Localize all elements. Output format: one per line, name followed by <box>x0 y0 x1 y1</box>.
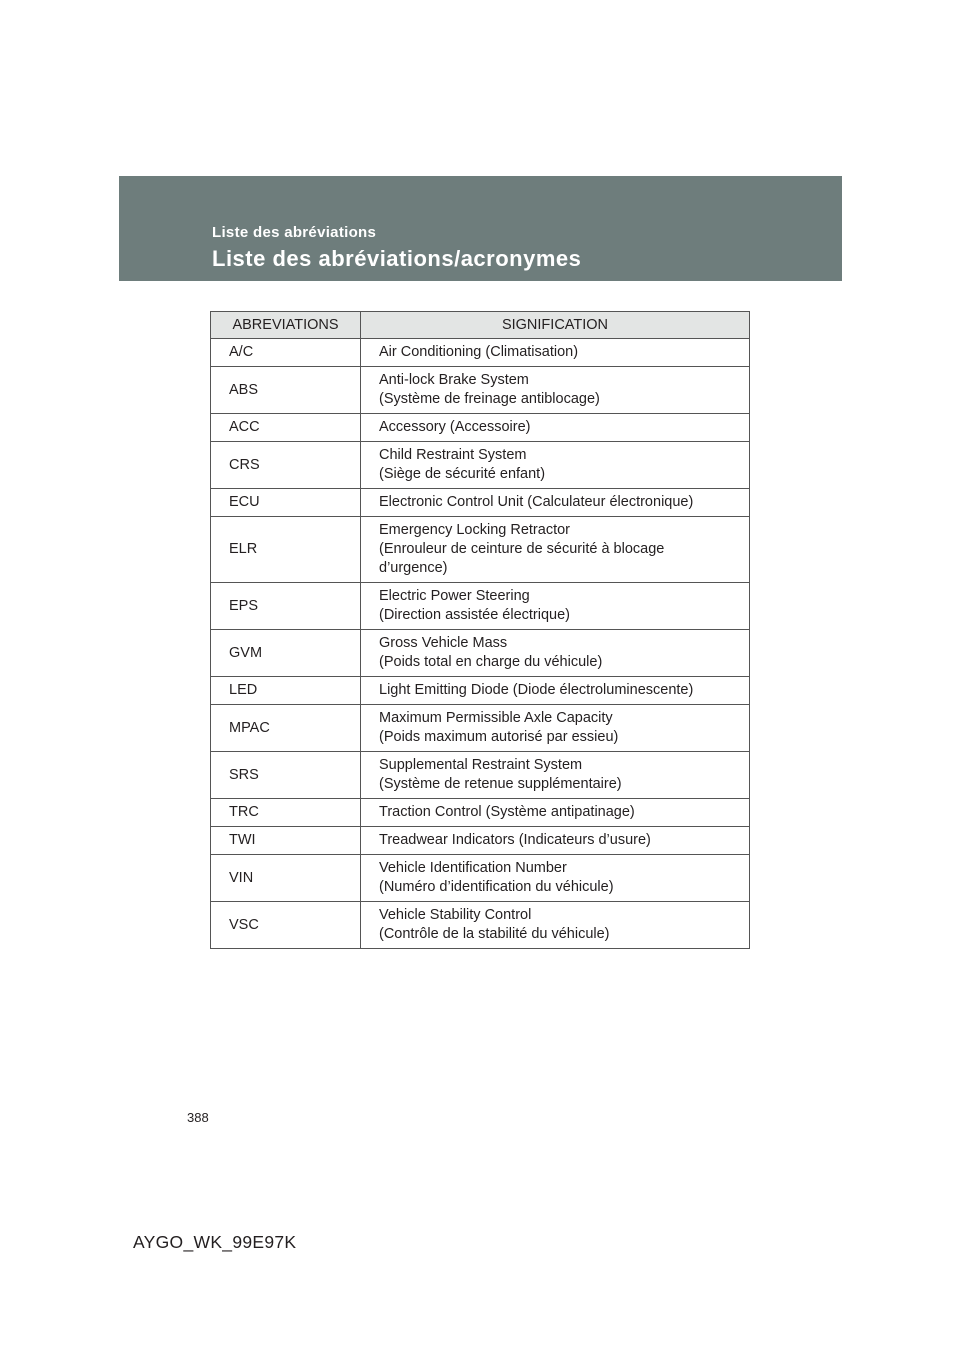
page-number: 388 <box>187 1110 209 1125</box>
column-header-signification: SIGNIFICATION <box>361 312 750 339</box>
page-title: Liste des abréviations/acronymes <box>212 246 582 271</box>
meaning-cell: Maximum Permissible Axle Capacity (Poids maximum autorisé par essieu) <box>361 705 750 752</box>
chapter-banner <box>119 176 842 281</box>
table-row <box>211 677 750 705</box>
meaning-cell: Gross Vehicle Mass (Poids total en charge du véhicule) <box>361 630 750 677</box>
abbreviation-cell: ACC <box>211 414 361 442</box>
table-row <box>211 414 750 442</box>
section-title: Liste des abréviations <box>212 224 377 241</box>
meaning-cell: Treadwear Indicators (Indicateurs d’usure) <box>361 827 750 855</box>
meaning-cell: Emergency Locking Retractor (Enrouleur de ceinture de sécurité à blocage d’urgence) <box>361 517 750 583</box>
table-row <box>211 855 750 902</box>
meaning-cell: Electronic Control Unit (Calculateur électronique) <box>361 489 750 517</box>
meaning-cell: Child Restraint System (Siège de sécurité enfant) <box>361 442 750 489</box>
table-row <box>211 827 750 855</box>
table-row <box>211 339 750 367</box>
abbreviation-cell: TRC <box>211 799 361 827</box>
abbreviation-cell: ELR <box>211 517 361 583</box>
table-body <box>211 339 750 949</box>
table-header-row <box>211 312 750 339</box>
table-row <box>211 489 750 517</box>
table-row <box>211 902 750 949</box>
abbreviation-cell: MPAC <box>211 705 361 752</box>
abbreviations-table <box>210 311 750 949</box>
meaning-cell: Electric Power Steering (Direction assistée électrique) <box>361 583 750 630</box>
abbreviation-cell: LED <box>211 677 361 705</box>
meaning-cell: Supplemental Restraint System (Système de retenue supplémentaire) <box>361 752 750 799</box>
meaning-cell: Vehicle Stability Control (Contrôle de la stabilité du véhicule) <box>361 902 750 949</box>
table-row <box>211 367 750 414</box>
meaning-cell: Accessory (Accessoire) <box>361 414 750 442</box>
document-id: AYGO_WK_99E97K <box>133 1232 297 1252</box>
table-row <box>211 752 750 799</box>
abbreviation-cell: TWI <box>211 827 361 855</box>
table-row <box>211 583 750 630</box>
abbreviation-cell: ECU <box>211 489 361 517</box>
meaning-cell: Air Conditioning (Climatisation) <box>361 339 750 367</box>
abbreviation-cell: VIN <box>211 855 361 902</box>
abbreviation-cell: SRS <box>211 752 361 799</box>
table-row <box>211 442 750 489</box>
meaning-cell: Anti-lock Brake System (Système de freinage antiblocage) <box>361 367 750 414</box>
meaning-cell: Traction Control (Système antipatinage) <box>361 799 750 827</box>
table-row <box>211 630 750 677</box>
meaning-cell: Vehicle Identification Number (Numéro d’identification du véhicule) <box>361 855 750 902</box>
abbreviation-cell: GVM <box>211 630 361 677</box>
abbreviation-cell: CRS <box>211 442 361 489</box>
meaning-cell: Light Emitting Diode (Diode électroluminescente) <box>361 677 750 705</box>
table-row <box>211 799 750 827</box>
abbreviation-cell: A/C <box>211 339 361 367</box>
table-row <box>211 705 750 752</box>
table-row <box>211 517 750 583</box>
column-header-abbreviations: ABREVIATIONS <box>211 312 361 339</box>
abbreviation-cell: ABS <box>211 367 361 414</box>
abbreviation-cell: EPS <box>211 583 361 630</box>
abbreviation-cell: VSC <box>211 902 361 949</box>
